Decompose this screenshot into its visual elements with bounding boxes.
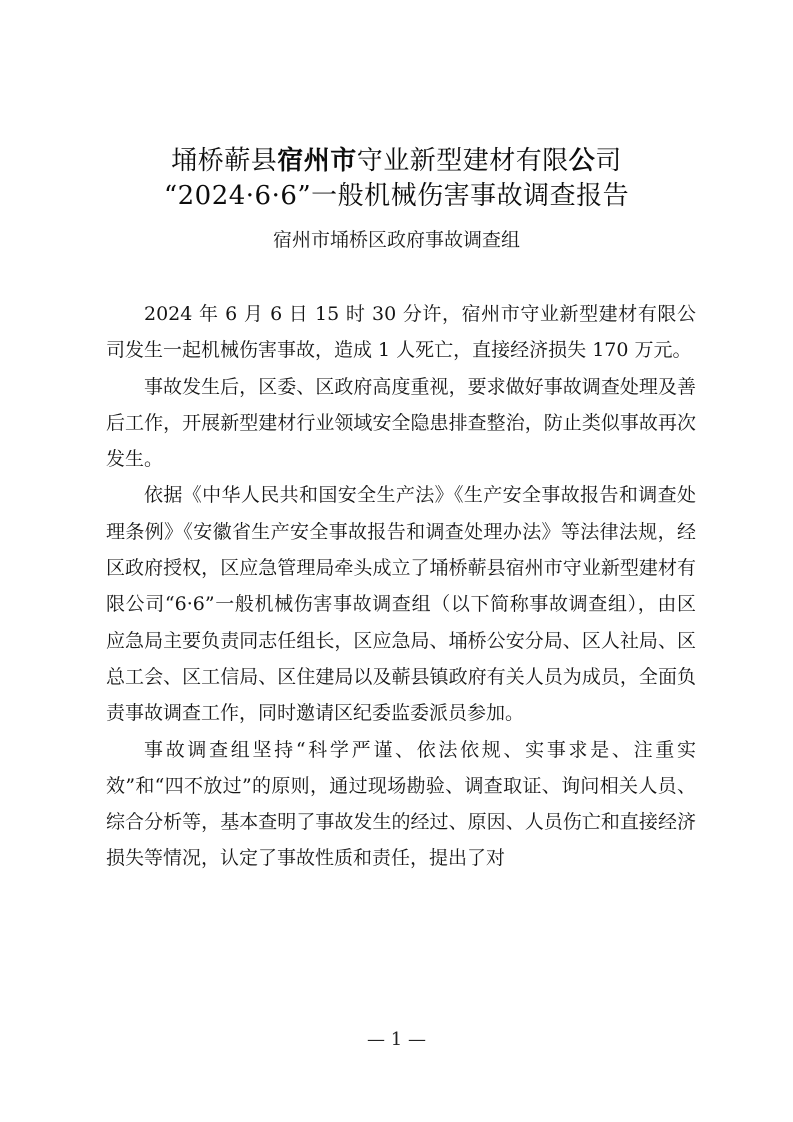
title-segment-location: 埇桥蕲县 bbox=[171, 146, 278, 176]
paragraph-government-response: 事故发生后，区委、区政府高度重视，要求做好事故调查处理及善后工作，开展新型建材行业领域安全隐患排查整治，防止类似事故再次发生。 bbox=[106, 375, 696, 471]
title-segment-company: 守业新型建材有限 bbox=[356, 146, 569, 176]
title-segment-city: 宿州市 bbox=[277, 146, 357, 176]
title-segment-gong: 公 bbox=[568, 146, 596, 176]
page-number: — 1 — bbox=[367, 1029, 426, 1050]
paragraph-investigation-team: 依据《中华人民共和国安全生产法》《生产安全事故报告和调查处理条例》《安徽省生产安全事故报告和调查处理办法》等法律法规，经区政府授权，区应急管理局牵头成立了埇桥蕲县宿州市守业新型建材有限公司“6·6”一般机械伤害事故调查组（以下简称事故调查组），由区应急局主要负责同志任组长，区应急局、埇桥公安分局、区人社局、区总工会、区工信局、区住建局以及蕲县镇政府有关人员为成员，全面负责事故调查工作，同时邀请区纪委监委派员参加。 bbox=[106, 484, 696, 725]
issuing-body: 宿州市埇桥区政府事故调查组 bbox=[272, 229, 520, 251]
paragraph-investigation-principles: 事故调查组坚持“科学严谨、依法依规、实事求是、注重实效”和“四不放过”的原则，通过现场勘验、调查取证、询问相关人员、综合分析等，基本查明了事故发生的经过、原因、人员伤亡和直接经济损失等情况，认定了事故性质和责任，提出了对 bbox=[106, 738, 696, 870]
title-segment-si: 司 bbox=[595, 146, 622, 176]
report-title-line-2: “2024·6·6”一般机械伤害事故调查报告 bbox=[163, 181, 630, 211]
report-title-line-1 bbox=[60, 143, 733, 179]
paragraph-incident-summary: 2024 年 6 月 6 日 15 时 30 分许，宿州市守业新型建材有限公司发生一起机械伤害事故，造成 1 人死亡，直接经济损失 170 万元。 bbox=[106, 303, 696, 362]
report-body bbox=[106, 296, 696, 877]
